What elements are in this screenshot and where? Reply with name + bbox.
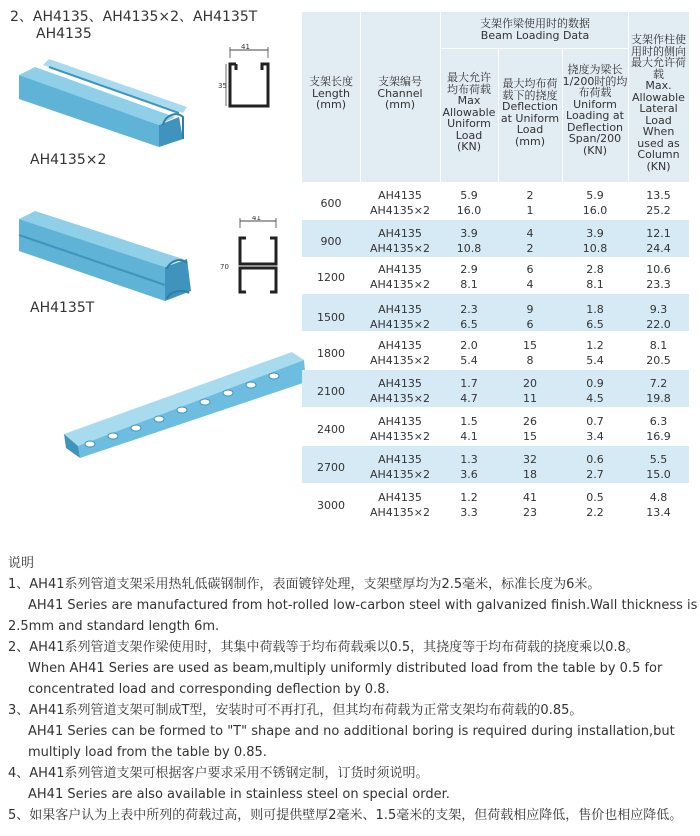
cell-span-load: 1.8 6.5 [586, 303, 604, 331]
cell-length: 1500 [317, 311, 345, 324]
cell-channel: AH4135 AH4135×2 [369, 453, 430, 481]
cell-channel: AH4135 AH4135×2 [369, 377, 430, 405]
cell-channel: AH4135 AH4135×2 [369, 339, 430, 367]
cell-column: 13.5 25.2 [646, 189, 671, 217]
cell-span-load: 0.7 3.4 [586, 415, 604, 443]
note-line: 3、AH41系列管道支架可制成T型，安装时可不再打孔，但其均布荷载为正常支架均布荷载的0.85。 [8, 703, 583, 718]
cell-deflection: 4 2 [526, 227, 534, 255]
cell-deflection: 2 1 [526, 189, 534, 217]
cell-deflection: 20 11 [523, 377, 537, 405]
cell-column: 6.3 16.9 [646, 415, 671, 443]
cell-column: 12.1 24.4 [646, 227, 671, 255]
cell-max-load: 1.5 4.1 [460, 415, 478, 443]
ah4135-width-dim: 41 [241, 44, 250, 51]
cell-deflection: 26 15 [523, 415, 537, 443]
ah4135-channel-image [15, 55, 195, 150]
ah4135-height-dim: 35 [218, 82, 227, 90]
cell-deflection: 9 6 [526, 303, 534, 331]
cell-max-load: 2.3 6.5 [460, 303, 478, 331]
cell-length: 900 [320, 235, 342, 248]
cell-span-load: 0.5 2.2 [586, 491, 604, 519]
note-line: 4、AH41系列管道支架可根据客户要求采用不锈钢定制，订货时须说明。 [8, 766, 429, 781]
cell-span-load: 3.9 10.8 [582, 227, 608, 255]
cell-span-load: 2.8 8.1 [586, 263, 604, 291]
cell-deflection: 32 18 [523, 453, 537, 481]
header-channel: 支架编号 Channel (mm) [377, 75, 423, 111]
cell-max-load: 5.9 16.0 [456, 189, 482, 217]
cell-length: 600 [320, 197, 342, 210]
cell-span-load: 0.9 4.5 [586, 377, 604, 405]
cell-deflection: 15 8 [523, 339, 537, 367]
beam-loading-table [302, 12, 689, 526]
note-line: AH41 Series can be formed to "T" shape and no additional boring is required during installation,but [28, 724, 675, 739]
cell-deflection: 41 23 [523, 491, 537, 519]
cell-max-load: 1.7 4.7 [460, 377, 478, 405]
cell-max-load: 1.3 3.6 [460, 453, 478, 481]
section-title: 2、AH4135、AH4135×2、AH4135T [10, 9, 258, 25]
header-length: 支架长度 Length (mm) [309, 75, 353, 111]
notes-section [8, 553, 698, 826]
note-line: concentrated load and corresponding deflection by 0.8. [28, 682, 390, 697]
note-line: multiply load from the table by 0.85. [28, 745, 267, 760]
cell-length: 1800 [317, 347, 345, 360]
cell-channel: AH4135 AH4135×2 [369, 303, 430, 331]
cell-channel: AH4135 AH4135×2 [369, 263, 430, 291]
cell-column: 5.5 15.0 [646, 453, 671, 481]
note-line: 5、如果客户认为上表中所列的荷载过高，则可提供壁厚2毫米、1.5毫米的支架，但荷载相应降低，售价也相应降低。 [8, 808, 683, 823]
cell-column: 7.2 19.8 [646, 377, 671, 405]
cell-max-load: 2.0 5.4 [460, 339, 478, 367]
header-beam-group: 支架作梁使用时的数据 Beam Loading Data [480, 17, 590, 42]
note-line: 1、AH41系列管道支架采用热轧低碳钢制作，表面镀锌处理，支架壁厚均为2.5毫米，标准长度为6米。 [8, 577, 601, 592]
ah4135x2-cross-section [218, 216, 280, 296]
cell-column: 10.6 23.3 [646, 263, 671, 291]
header-deflection: 最大均布荷 载下的挠度 Deflection at Uniform Load (mm) [500, 77, 560, 148]
header-max-load: 最大允许 均布荷载 Max Allowable Uniform Load (KN) [442, 71, 496, 153]
cell-channel: AH4135 AH4135×2 [369, 491, 430, 519]
cell-channel: AH4135 AH4135×2 [369, 189, 430, 217]
cell-max-load: 2.9 8.1 [460, 263, 478, 291]
cell-channel: AH4135 AH4135×2 [369, 415, 430, 443]
cell-length: 2700 [317, 461, 345, 474]
product-label-ah4135: AH4135 [36, 26, 92, 42]
cell-length: 2100 [317, 385, 345, 398]
cell-max-load: 1.2 3.3 [460, 491, 478, 519]
cell-span-load: 5.9 16.0 [582, 189, 608, 217]
cell-max-load: 3.9 10.8 [456, 227, 482, 255]
ah4135x2-channel-image [15, 205, 205, 303]
ah4135x2-width-dim: 41 [252, 216, 261, 222]
cell-channel: AH4135 AH4135×2 [369, 227, 430, 255]
cell-column: 9.3 22.0 [646, 303, 671, 331]
note-line: AH41 Series are also available in stainless steel on special order. [28, 787, 450, 802]
cell-deflection: 6 4 [526, 263, 534, 291]
ah4135x2-height-dim: 70 [220, 263, 229, 271]
note-line: AH41 Series are manufactured from hot-rolled low-carbon steel with galvanized finish.Wall thickness is [28, 598, 698, 613]
cell-span-load: 1.2 5.4 [586, 339, 604, 367]
product-label-ah4135x2: AH4135×2 [30, 152, 107, 168]
notes-title: 说明 [8, 556, 35, 571]
cell-length: 2400 [317, 423, 345, 436]
product-label-ah4135t: AH4135T [30, 300, 95, 316]
note-line: 2.5mm and standard length 6m. [8, 619, 220, 634]
header-column: 支架作柱使 用时的侧向 最大允许荷 载 Max. Allowable Lateral Load When used as Column (KN) [631, 33, 686, 173]
note-line: When AH41 Series are used as beam,multiply uniformly distributed load from the table by 0.5 for [28, 661, 663, 676]
cell-length: 3000 [317, 499, 345, 512]
ah4135-cross-section [218, 44, 280, 116]
cell-span-load: 0.6 2.7 [586, 453, 604, 481]
cell-column: 8.1 20.5 [646, 339, 671, 367]
note-line: 2、AH41系列管道支架作梁使用时，其集中荷载等于均布荷载乘以0.5，其挠度等于均布荷载的挠度乘以0.8。 [8, 640, 639, 655]
cell-column: 4.8 13.4 [646, 491, 671, 519]
header-span-load: 挠度为梁长 1/200时的均 布荷载 Uniform Loading at Deflection Span/200 (KN) [562, 63, 628, 157]
cell-length: 1200 [317, 271, 345, 284]
perforated-channel-image [60, 348, 310, 460]
